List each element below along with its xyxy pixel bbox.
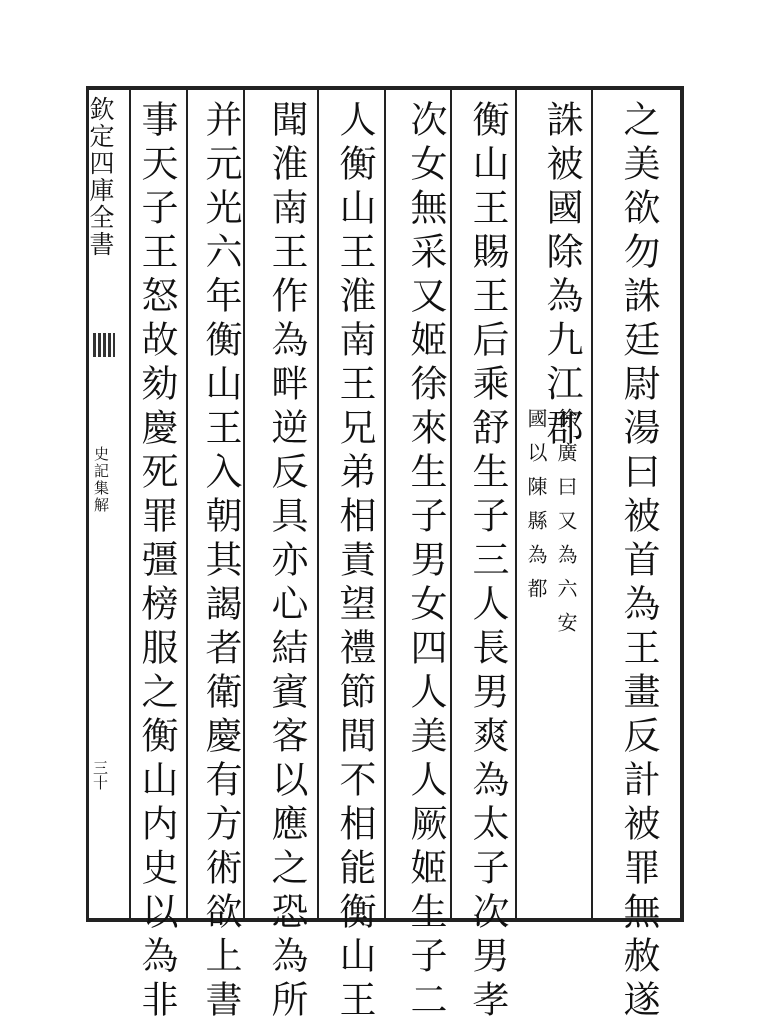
text-column: 并元光六年衡山王入朝其謁者衛慶有方術欲上書: [199, 100, 242, 1024]
annotation-line: 國以陳縣為都: [524, 408, 548, 612]
book-title: 欽定四庫全書: [86, 96, 115, 258]
column-rule: [129, 90, 131, 922]
page-number: 三十: [91, 760, 109, 790]
column-rule: [186, 90, 188, 922]
text-column: 次女無采又姬徐來生子男女四人美人厥姬生子二: [404, 100, 447, 1024]
book-subtitle: 史記集解: [92, 446, 110, 514]
text-column: 事天子王怒故劾慶死罪彊榜服之衡山内史以為非: [135, 100, 178, 1024]
column-rule: [515, 90, 517, 922]
text-column: 之美欲勿誅廷尉湯曰被首為王畫反計被罪無赦遂: [617, 100, 660, 1024]
annotation-line: 徐廣曰又為六安: [554, 408, 578, 646]
column-rule: [384, 90, 386, 922]
column-rule: [450, 90, 452, 922]
column-rule: [243, 90, 245, 922]
text-column: 人衡山王淮南王兄弟相責望禮節間不相能衡山王: [333, 100, 376, 1024]
text-column: 聞淮南王作為畔逆反具亦心結賓客以應之恐為所: [265, 100, 308, 1024]
fish-tail-mark: [93, 333, 115, 357]
text-column: 誅被國除為九江郡: [540, 100, 583, 452]
column-rule: [317, 90, 319, 922]
text-column: 衡山王賜王后乘舒生子三人長男爽為太子次男孝: [466, 100, 509, 1024]
column-rule: [591, 90, 593, 922]
